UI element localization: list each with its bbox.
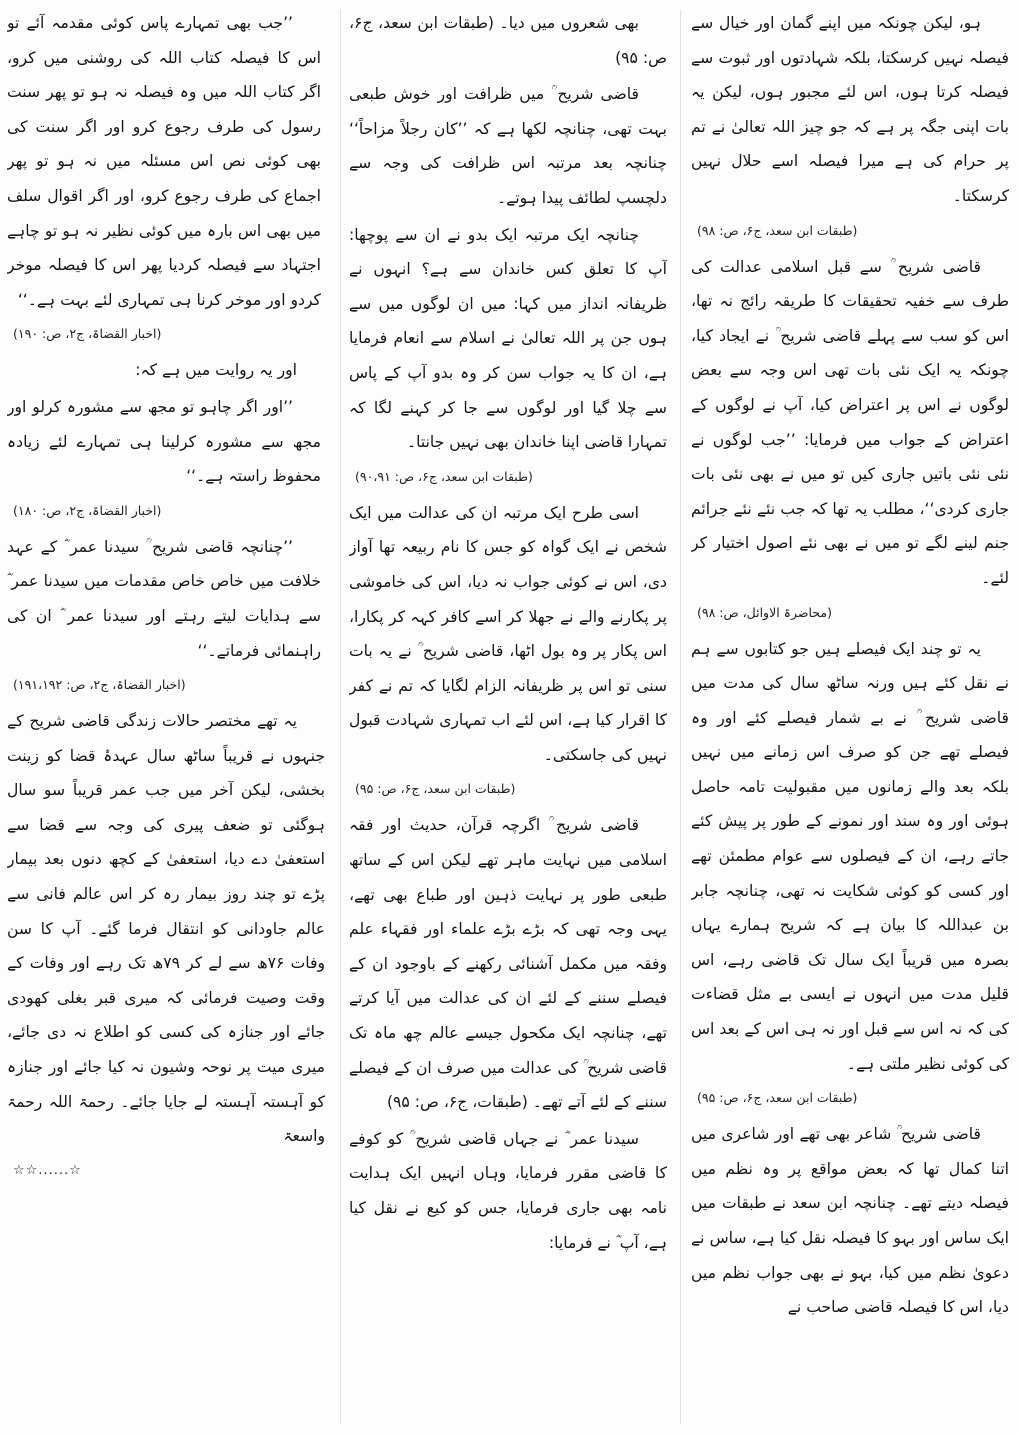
article-paragraph: یہ تو چند ایک فیصلے ہیں جو کتابوں سے ہم نے نقل کئے ہیں ورنہ ساٹھ سال کی مدت میں قاضی شریح ؒ نے بے شمار فیصلے کئے اور وہ فیصلے تھے جن کو صرف اس زمانے میں نہیں بلکہ بعد والے زمانوں میں مقبولیت تامہ حاصل ہوئی اور وہ سند اور نمونے کے طور پر پیش کئے جاتے رہے، ان کے فیصلوں سے عوام مطمئن تھے اور کسی کو کوئی شکایت نہ تھی، چنانچہ جابر بن عبداللہ کا بیان ہے کہ شریح ہمارے یہاں بصرہ میں قریباً ایک سال تک قاضی رہے، اس قلیل مدت میں انہوں نے ایسی بے مثل قضاءت کی کہ نہ اس سے قبل اور نہ ہی اس کے بعد اس کی کوئی نظیر ملتی ہے۔ <box>691 639 1009 1073</box>
quoted-passage: ’’اور اگر چاہو تو مجھ سے مشورہ کرلو اور مجھ سے مشورہ کرلینا ہی تمہارے لئے زیادہ محفوظ راستہ ہے۔‘‘ <box>7 397 321 486</box>
reference-citation: (اخبار القضاۃ، ج۲، ص: ۱۹۰) <box>13 326 162 342</box>
reference-citation: (طبقات ابن سعد، ج۶، ص: ۹۸) <box>697 222 858 238</box>
article-paragraph: قاضی شریح ؒ شاعر بھی تھے اور شاعری میں اتنا کمال تھا کہ بعض مواقع پر وہ نظم میں فیصلہ دیتے تھے۔ چنانچہ ابن سعد نے طبقات میں ایک ساس اور بہو کا فیصلہ نقل کیا ہے، ساس نے دعویٰ نظم میں کیا، بہو نے بھی جواب نظم میں دیا، اس کا فیصلہ قاضی صاحب نے <box>691 1125 1009 1317</box>
article-paragraph: قاضی شریح ؒ سے قبل اسلامی عدالت کی طرف سے خفیہ تحقیقات کا طریقہ رائج نہ تھا، اس کو سب سے پہلے قاضی شریح ؒ نے ایجاد کیا، چونکہ یہ ایک نئی بات تھی اس وجہ سے بعض لوگوں نے اس پر اعتراض کیا، آپ نے لوگوں کے اعتراض کے جواب میں فرمایا: ’’جب لوگوں نے نئی نئی باتیں جاری کیں تو میں نے بھی نئی بات جاری کردی‘‘، مطلب یہ تھا کہ جب نئے نئے جرائم جنم لینے لگے تو میں نے بھی نئے اصول اختیار کر لئے۔ <box>691 257 1009 587</box>
article-paragraph: بھی شعروں میں دیا۔ (طبقات ابن سعد، ج۶، ص: ۹۵) <box>349 14 667 67</box>
reference-citation: (طبقات ابن سعد، ج۶، ص: ۹۵) <box>697 1090 858 1106</box>
column-middle <box>349 6 667 1428</box>
reference-citation: (اخبار القضاۃ، ج۲، ص: ۱۸۰) <box>13 502 162 518</box>
column-divider <box>340 10 341 1424</box>
quoted-passage: ’’جب بھی تمہارے پاس کوئی مقدمہ آئے تو اس کا فیصلہ کتاب اللہ کی روشنی میں کرو، اگر کتاب اللہ میں وہ فیصلہ نہ ہو تو پھر سنت رسول کی طرف رجوع کرو اور اگر سنت کی بھی کوئی نص اس مسئلہ میں نہ ہو تو پھر اجماع کی طرف رجوع کرو، اور اگر اقوال سلف میں بھی اس بارہ میں کوئی نظیر نہ ہو تو چاہے اجتہاد سے فیصلہ کردیا پھر اس کا فیصلہ موخر کردو اور موخر کرنا ہی تمہاری لئے بہت ہے۔‘‘ <box>7 14 321 309</box>
article-paragraph: سیدنا عمر ؓ نے جہاں قاضی شریح ؒ کو کوفے کا قاضی مقرر فرمایا، وہاں انہیں ایک ہدایت نامہ بھی جاری فرمایا، جس کو کیع نے نقل کیا ہے، آپ ؓ نے فرمایا: <box>349 1129 667 1252</box>
article-paragraph: ہو، لیکن چونکہ میں اپنے گمان اور خیال سے فیصلہ نہیں کرسکتا، بلکہ شہادتوں اور ثبوت سے فیصلہ کرتا ہوں، اس لئے مجبور ہوں، لیکن یہ بات اپنی جگہ پر ہے کہ جو چیز اللہ تعالیٰ نے تم پر حرام کی ہے میرا فیصلہ اسے حلال نہیں کرسکتا۔ <box>691 14 1009 205</box>
end-stars-ornament: ☆......☆☆ <box>13 1162 82 1178</box>
column-right <box>691 6 1009 1428</box>
reference-citation: (اخبار القضاۃ، ج۲، ص: ۱۹۱،۱۹۲) <box>13 677 186 693</box>
column-left <box>7 6 325 1428</box>
reference-citation: (طبقات ابن سعد، ج۶، ص: ۹۵) <box>355 781 516 797</box>
reference-citation: (طبقات ابن سعد، ج۶، ص: ۹۰،۹۱) <box>355 468 533 484</box>
article-paragraph: قاضی شریح ؒ اگرچہ قرآن، حدیث اور فقہ اسلامی میں نہایت ماہر تھے لیکن اس کے ساتھ طبعی طور پر نہایت ذہین اور طباع بھی تھے، یہی وجہ تھی کہ بڑے بڑے علماء اور فقہاء علم وفقہ میں مکمل آشنائی رکھنے کے باوجود ان کے فیصلے سننے کے لئے ان کی عدالت میں آیا کرتے تھے، چنانچہ ایک مکحول جیسے عالم چھ ماہ تک قاضی شریح ؒ کی عدالت میں صرف ان کے فیصلے سننے کے لئے آتے تھے۔ (طبقات، ج۶، ص: ۹۵) <box>349 816 667 1112</box>
reference-citation: (محاضرۃ الاوائل، ص: ۹۸) <box>697 604 832 620</box>
article-paragraph: یہ تھے مختصر حالات زندگی قاضی شریح کے جنہوں نے قریباً ساٹھ سال عہدۂ قضا کو زینت بخشی، لیکن آخر میں جب عمر قریباً سو سال ہوگئی تو ضعف پیری کی وجہ سے قضا سے استعفیٰ دے دیا، استعفیٰ کے کچھ دنوں بعد بیمار پڑے تو چند روز بیمار رہ کر اس عالم فانی سے عالم جاودانی کو انتقال فرما گئے۔ آپ کا سن وفات ۷۶ھ سے لے کر ۷۹ھ تک رہے اور وفات کے وقت وصیت فرمائی کہ میری قبر بغلی کھودی جائے اور جنازہ کی کسی کو اطلاع نہ دی جائے، میری میت پر نوحہ وشیون نہ کیا جائے اور جنازہ کو آہستہ آہستہ لے جایا جائے۔ رحمۃ اللہ رحمۃ واسعۃ <box>7 712 325 1146</box>
article-paragraph: چنانچہ ایک مرتبہ ایک بدو نے ان سے پوچھا: آپ کا تعلق کس خاندان سے ہے؟ انہوں نے ظریفانہ انداز میں کہا: میں ان لوگوں میں سے ہوں جن پر اللہ تعالیٰ نے اسلام سے انعام فرمایا ہے، ان کا یہ جواب سن کر وہ بدو آپ کے پاس سے چلا گیا اور لوگوں سے جا کر کہنے لگا کہ تمہارا قاضی اپنا خاندان بھی نہیں جانتا۔ <box>349 225 667 452</box>
quoted-passage: ’’چنانچہ قاضی شریح ؒ سیدنا عمر ؓ کے عہد خلافت میں خاص خاص مقدمات میں سیدنا عمر ؓ سے ہدایات لیتے رہتے اور سیدنا عمر ؓ ان کی راہنمائی فرماتے۔‘‘ <box>7 537 321 660</box>
article-paragraph: اسی طرح ایک مرتبہ ان کی عدالت میں ایک شخص نے ایک گواہ کو جس کا نام ربیعہ تھا آواز دی، اس نے کوئی جواب نہ دیا، اس کی خاموشی پر پکارنے والے نے جھلا کر اسے کافر کہہ کر پکارا، اس پکار پر وہ بول اٹھا، قاضی شریح ؒ نے یہ بات سنی تو اس پر ظریفانہ الزام لگایا کہ تم نے کفر کا اقرار کیا ہے، اس لئے اب تمہاری شہادت قبول نہیں کی جاسکتی۔ <box>349 503 667 764</box>
article-paragraph: اور یہ روایت میں ہے کہ: <box>135 361 297 380</box>
article-paragraph: قاضی شریح ؒ میں ظرافت اور خوش طبعی بہت تھی، چنانچہ لکھا ہے کہ ’’کان رجلاً مزاحاً‘‘ چنانچہ بعد مرتبہ اس ظرافت کی وجہ سے دلچسپ لطائف پیدا ہوتے۔ <box>349 85 667 207</box>
column-divider <box>680 10 681 1424</box>
